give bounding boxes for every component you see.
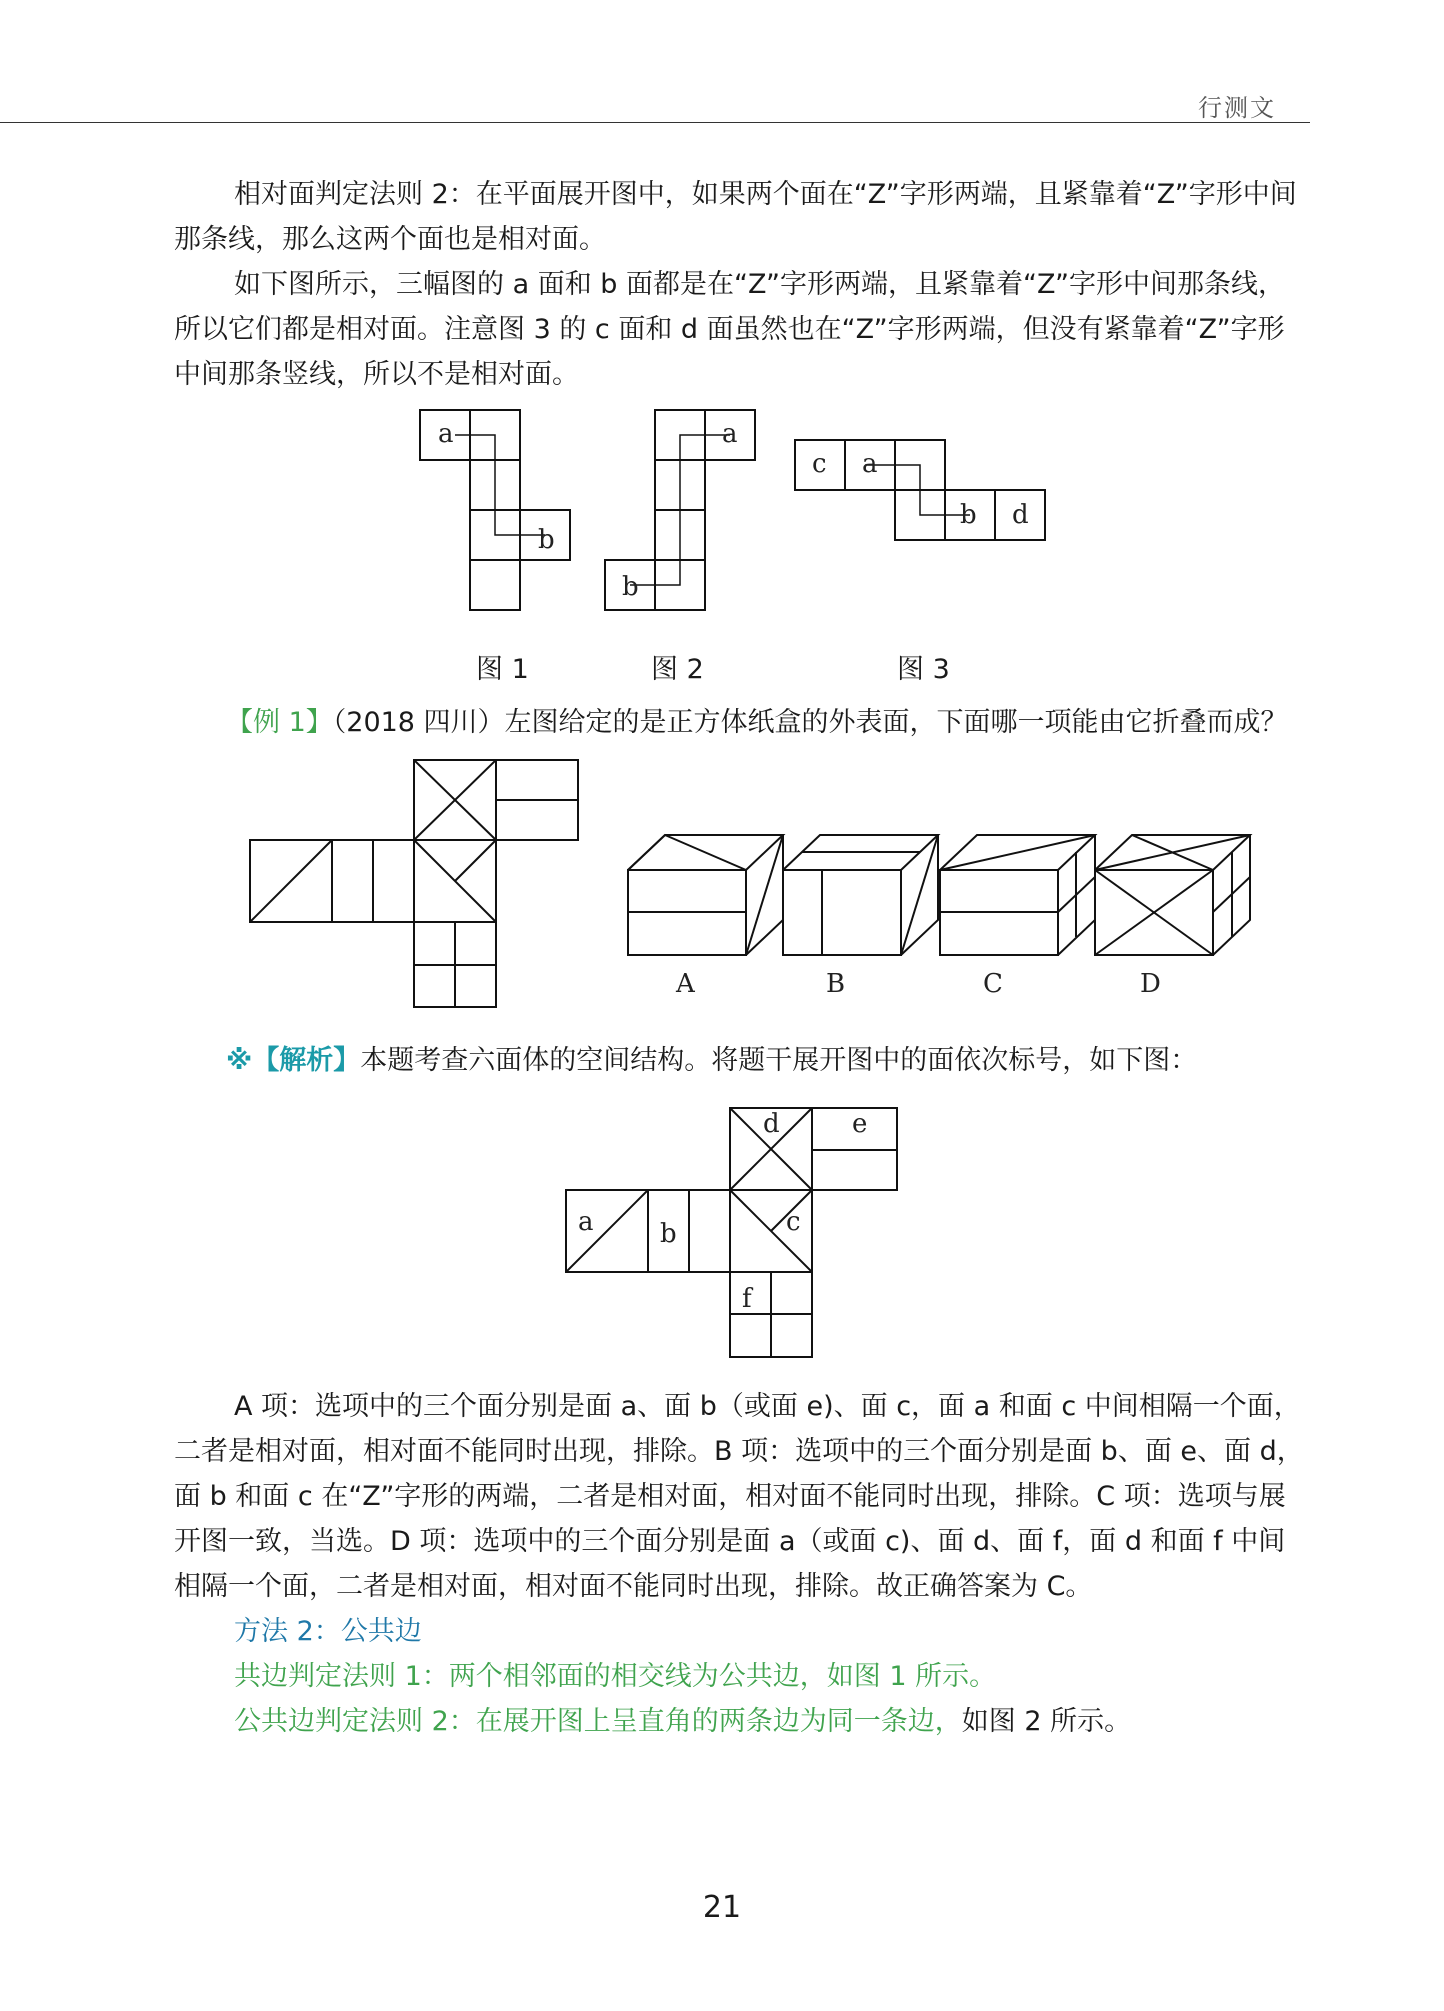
example-tag: 【例 1】 <box>226 707 333 738</box>
fig3-label-d: d <box>1012 500 1029 530</box>
face-label-c: c <box>786 1207 801 1237</box>
header-title: 行测文 <box>1198 94 1276 122</box>
analysis-intro <box>226 1038 1326 1083</box>
figure-1-caption: 图 1 <box>476 654 529 685</box>
rule2-paragraph: 相对面判定法则 2：在平面展开图中，如果两个面在“Z”字形两端，且紧靠着“Z”字形中间那条线，那么这两个面也是相对面。 <box>174 179 1297 255</box>
example-figures <box>0 755 1444 1035</box>
z-shape-figures <box>0 400 1444 700</box>
analysis-text: 本题考查六面体的空间结构。将题干展开图中的面依次标号，如下图： <box>360 1045 1198 1076</box>
figure-3-caption: 图 3 <box>897 654 950 685</box>
method2-rule2-black: 如图 2 所示。 <box>961 1706 1132 1737</box>
figure-2-caption: 图 2 <box>651 654 704 685</box>
option-b-cube <box>783 835 938 955</box>
fig3-label-c: c <box>812 449 827 479</box>
option-c-label: C <box>983 969 1003 999</box>
option-c-cube <box>940 835 1095 955</box>
example-net <box>250 760 578 1007</box>
option-d-cube <box>1095 835 1250 955</box>
example-text: （2018 四川）左图给定的是正方体纸盒的外表面，下面哪一项能由它折叠而成？ <box>332 707 1288 738</box>
face-label-b: b <box>660 1219 677 1249</box>
fig1-label-a: a <box>438 419 454 449</box>
method2-rule1: 共边判定法则 1：两个相邻面的相交线为公共边，如图 1 所示。 <box>234 1661 997 1692</box>
option-a-label: A <box>676 969 695 999</box>
face-label-d: d <box>763 1109 780 1139</box>
option-a-cube <box>628 835 783 955</box>
page-number: 21 <box>702 1890 742 1925</box>
fig1-label-b: b <box>538 525 555 555</box>
face-label-e: e <box>852 1109 868 1139</box>
method2-rule2 <box>234 1699 1304 1744</box>
option-b-label: B <box>826 969 846 999</box>
fig3-label-a: a <box>862 449 878 479</box>
header-rule <box>0 122 1310 123</box>
explain-paragraph: 如下图所示，三幅图的 a 面和 b 面都是在“Z”字形两端，且紧靠着“Z”字形中间那条线，所以它们都是相对面。注意图 3 的 c 面和 d 面虽然也在“Z”字形两端，但没有紧靠着“Z”字形中间那条竖线，所以不是相对面。 <box>174 269 1286 390</box>
method2-rule2-green: 公共边判定法则 2：在展开图上呈直角的两条边为同一条边， <box>234 1706 962 1737</box>
method2-title: 方法 2：公共边 <box>234 1616 422 1647</box>
analysis-mark: ※【解析】 <box>226 1045 361 1076</box>
fig2-label-b: b <box>622 572 639 602</box>
answer-paragraph: A 项：选项中的三个面分别是面 a、面 b（或面 e)、面 c，面 a 和面 c 中间相隔一个面，二者是相对面，相对面不能同时出现，排除。B 项：选项中的三个面分别是面 b、面 e、面 d，面 b 和面 c 在“Z”字形的两端，二者是相对面，相对面不能同时出现，排除。C 项：选项与展开图一致，当选。D 项：选项中的三个面分别是面 a（或面 c)、面 d、面 f，面 d 和面 f 中间相隔一个面，二者是相对面，相对面不能同时出现，排除。故正确答案为 C。 <box>174 1391 1304 1602</box>
option-d-label: D <box>1140 969 1161 999</box>
example-question <box>226 700 1326 745</box>
fig2-label-a: a <box>722 419 738 449</box>
figure-3-net <box>795 440 1045 540</box>
labelled-net <box>0 1100 1444 1370</box>
face-label-a: a <box>578 1207 594 1237</box>
face-label-f: f <box>742 1284 752 1314</box>
fig3-label-b: b <box>960 500 977 530</box>
